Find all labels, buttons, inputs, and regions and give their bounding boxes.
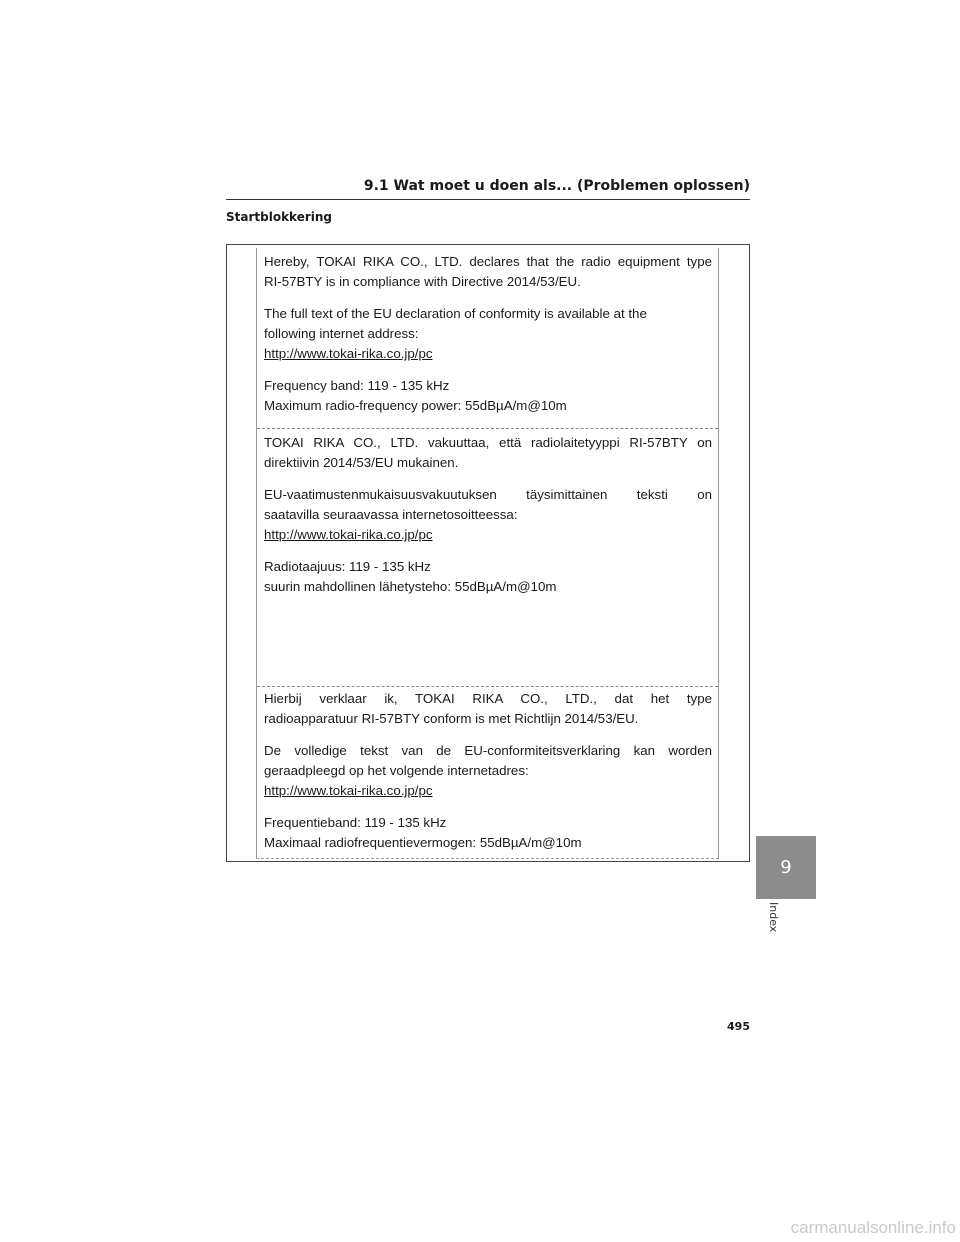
finnish-power: suurin mahdollinen lähetysteho: 55dBµA/m@10m — [264, 579, 557, 594]
chapter-tab-label: Index — [767, 902, 780, 933]
section-divider — [257, 686, 718, 687]
spacer — [264, 729, 712, 741]
finnish-url-link[interactable]: http://www.tokai-rika.co.jp/pc — [264, 527, 433, 542]
finnish-statement-line-1: TOKAI RIKA CO., LTD. vakuuttaa, että radiolaitetyyppi RI-57BTY on — [264, 435, 712, 450]
dutch-url-link[interactable]: http://www.tokai-rika.co.jp/pc — [264, 783, 433, 798]
finnish-statement-line-2: direktiivin 2014/53/EU mukainen. — [264, 455, 459, 470]
finnish-declaration — [264, 433, 712, 597]
dutch-statement-line-1: Hierbij verklaar ik, TOKAI RIKA CO., LTD., dat het type — [264, 691, 712, 706]
dutch-frequency: Frequentieband: 119 - 135 kHz — [264, 815, 447, 830]
english-url-link[interactable]: http://www.tokai-rika.co.jp/pc — [264, 346, 433, 361]
dutch-availability-line-2: geraadpleegd op het volgende internetadres: — [264, 763, 529, 778]
spacer — [264, 292, 712, 304]
english-frequency: Frequency band: 119 - 135 kHz — [264, 378, 450, 393]
dutch-statement-line-2: radioapparatuur RI-57BTY conform is met Richtlijn 2014/53/EU. — [264, 711, 639, 726]
english-availability-line-1: The full text of the EU declaration of conformity is available at the — [264, 306, 647, 321]
spacer — [264, 473, 712, 485]
dutch-declaration — [264, 689, 712, 853]
header-rule — [226, 199, 750, 200]
english-statement-line-1: Hereby, TOKAI RIKA CO., LTD. declares that the radio equipment type — [264, 254, 712, 269]
dutch-availability-line-1: De volledige tekst van de EU-conformiteitsverklaring kan worden — [264, 743, 712, 758]
english-power: Maximum radio-frequency power: 55dBµA/m@10m — [264, 398, 567, 413]
section-title: Startblokkering — [226, 210, 333, 224]
english-statement-line-2: RI-57BTY is in compliance with Directive 2014/53/EU. — [264, 274, 581, 289]
finnish-frequency: Radiotaajuus: 119 - 135 kHz — [264, 559, 431, 574]
page-number: 495 — [727, 1020, 750, 1033]
chapter-number: 9 — [780, 857, 792, 878]
section-divider — [257, 428, 718, 429]
dutch-power: Maximaal radiofrequentievermogen: 55dBµA/m@10m — [264, 835, 582, 850]
spacer — [264, 545, 712, 557]
finnish-availability-line-1: EU-vaatimustenmukaisuusvakuutuksen täysimittainen teksti on — [264, 487, 712, 502]
english-availability-line-2: following internet address: — [264, 326, 419, 341]
chapter-tab[interactable] — [756, 836, 816, 899]
watermark: carmanualsonline.info — [790, 1218, 956, 1237]
english-declaration — [264, 252, 712, 416]
spacer — [264, 801, 712, 813]
finnish-availability-line-2: saatavilla seuraavassa internetosoitteessa: — [264, 507, 518, 522]
spacer — [264, 364, 712, 376]
running-header: 9.1 Wat moet u doen als... (Problemen oplossen) — [363, 178, 750, 194]
declaration-box — [256, 248, 719, 859]
